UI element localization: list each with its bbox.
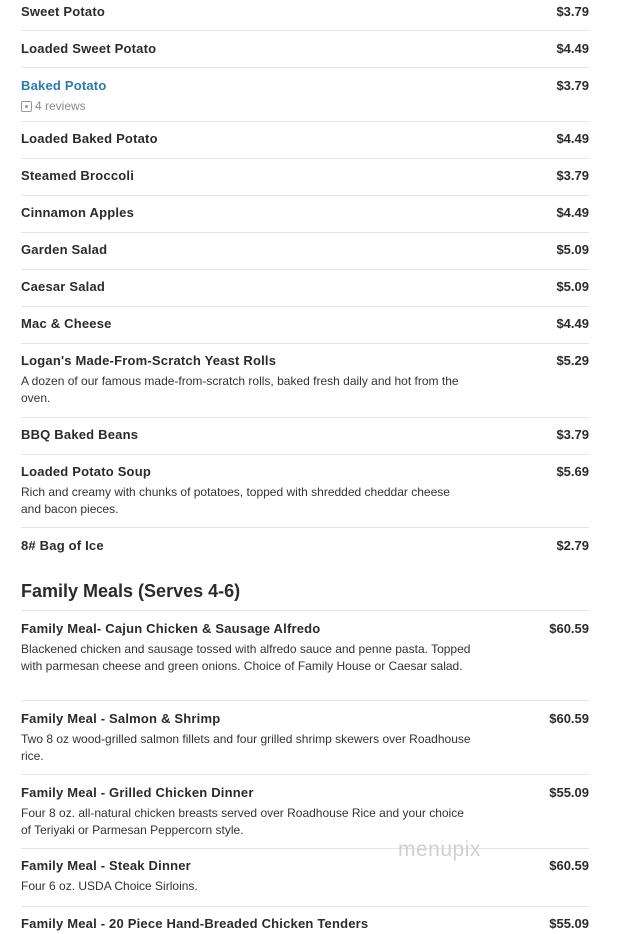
item-description: Blackened chicken and sausage tossed with alfredo sauce and penne pasta. Topped with parmesan cheese and green onions. Choice of Family House or Caesar salad. (21, 642, 471, 673)
menu-item (21, 621, 589, 701)
menu-item (21, 916, 589, 934)
section-divider (21, 610, 589, 611)
review-icon (21, 101, 32, 112)
item-price: $5.09 (556, 279, 589, 294)
item-price: $55.09 (549, 785, 589, 800)
item-name: Loaded Potato Soup (21, 464, 151, 479)
reviews-count: 4 reviews (35, 99, 86, 113)
menu-item (21, 41, 589, 68)
item-name: BBQ Baked Beans (21, 427, 139, 442)
item-name: Logan's Made-From-Scratch Yeast Rolls (21, 353, 277, 368)
item-description: Two 8 oz wood-grilled salmon fillets and four grilled shrimp skewers over Roadhouse rice. (21, 732, 471, 763)
menu-item (21, 78, 589, 122)
menu-item (21, 464, 589, 528)
item-name: Loaded Baked Potato (21, 131, 158, 146)
item-name: Mac & Cheese (21, 316, 112, 331)
item-name: Family Meal - Steak Dinner (21, 858, 191, 873)
item-price: $2.79 (556, 538, 589, 553)
item-price: $60.59 (549, 621, 589, 636)
item-price: $4.49 (556, 131, 589, 146)
item-name: Family Meal - 20 Piece Hand-Breaded Chicken Tenders (21, 916, 369, 931)
item-description: Four 6 oz. USDA Choice Sirloins. (21, 879, 198, 893)
item-name: Loaded Sweet Potato (21, 41, 157, 56)
menu-item (21, 538, 589, 562)
watermark: menupix (398, 838, 481, 861)
item-price: $60.59 (549, 711, 589, 726)
item-price: $3.79 (556, 168, 589, 183)
item-name: Caesar Salad (21, 279, 106, 294)
item-name: 8# Bag of Ice (21, 538, 104, 553)
section-heading: Family Meals (Serves 4-6) (21, 581, 241, 601)
item-name: Family Meal - Salmon & Shrimp (21, 711, 221, 726)
item-description: Rich and creamy with chunks of potatoes, topped with shredded cheddar cheese and bacon pieces. (21, 485, 450, 516)
item-name-link[interactable]: Baked Potato (21, 78, 107, 93)
item-price: $55.09 (549, 916, 589, 931)
item-name: Sweet Potato (21, 4, 106, 19)
item-price: $60.59 (549, 858, 589, 873)
menu-item (21, 168, 589, 196)
item-name: Garden Salad (21, 242, 108, 257)
menu-item (21, 131, 589, 159)
item-description: A dozen of our famous made-from-scratch rolls, baked fresh daily and hot from the oven. (21, 374, 459, 405)
menu-item (21, 242, 589, 270)
item-price: $3.79 (556, 427, 589, 442)
item-name: Family Meal- Cajun Chicken & Sausage Alfredo (21, 621, 321, 636)
item-price: $5.69 (556, 464, 589, 479)
item-price: $3.79 (556, 4, 589, 19)
menu-item (21, 4, 589, 31)
menu-item (21, 316, 589, 344)
reviews-link[interactable] (21, 99, 86, 113)
item-name: Family Meal - Grilled Chicken Dinner (21, 785, 254, 800)
menu-item (21, 353, 589, 418)
item-name: Cinnamon Apples (21, 205, 135, 220)
item-price: $4.49 (556, 316, 589, 331)
menu-item (21, 711, 589, 775)
menu-item (21, 785, 589, 849)
item-price: $4.49 (556, 41, 589, 56)
item-description: Four 8 oz. all-natural chicken breasts served over Roadhouse Rice and your choice of Teriyaki or Parmesan Peppercorn style. (21, 806, 464, 837)
item-name: Steamed Broccoli (21, 168, 135, 183)
item-price: $5.09 (556, 242, 589, 257)
menu-item (21, 858, 589, 907)
item-price: $4.49 (556, 205, 589, 220)
item-price: $3.79 (556, 78, 589, 93)
menu-item (21, 279, 589, 307)
menu-item (21, 427, 589, 455)
item-price: $5.29 (556, 353, 589, 368)
menu-item (21, 205, 589, 233)
